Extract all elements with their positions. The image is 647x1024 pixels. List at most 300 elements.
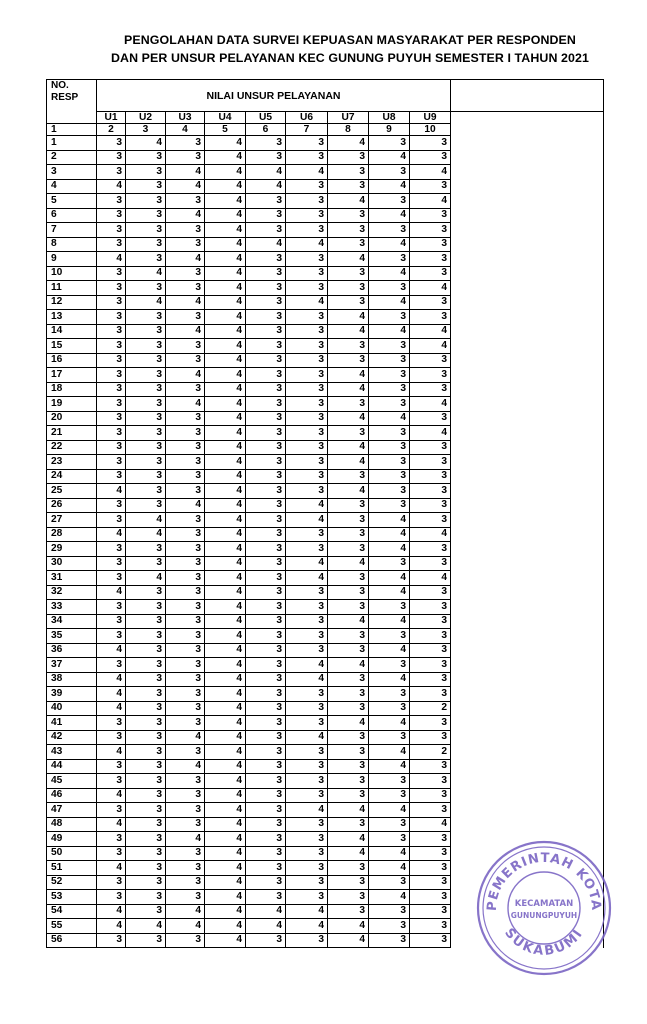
- score-cell-u9: 3: [410, 136, 451, 151]
- score-cell-u7: 4: [328, 194, 369, 209]
- score-cell-u4: 4: [205, 585, 246, 600]
- score-cell-u2: 3: [126, 817, 166, 832]
- score-cell-u3: 3: [166, 310, 205, 325]
- score-cell-u9: 3: [410, 179, 451, 194]
- score-cell-u7: 3: [328, 266, 369, 281]
- score-cell-u3: 3: [166, 629, 205, 644]
- score-cell-u7: 3: [328, 571, 369, 586]
- score-cell-u3: 4: [166, 252, 205, 267]
- header-unit-6: U6: [286, 112, 328, 124]
- score-cell-u7: 3: [328, 890, 369, 905]
- score-cell-u3: 3: [166, 469, 205, 484]
- score-cell-u5: 3: [246, 556, 286, 571]
- score-cell-u4: 4: [205, 527, 246, 542]
- score-cell-u9: 3: [410, 513, 451, 528]
- score-cell-u5: 3: [246, 150, 286, 165]
- score-cell-u6: 3: [286, 440, 328, 455]
- score-cell-u3: 4: [166, 397, 205, 412]
- score-cell-u7: 3: [328, 730, 369, 745]
- score-cell-u3: 3: [166, 571, 205, 586]
- score-cell-u5: 3: [246, 295, 286, 310]
- extra-column-cell: [451, 310, 604, 325]
- score-cell-u2: 4: [126, 527, 166, 542]
- score-cell-u6: 3: [286, 687, 328, 702]
- respondent-number: 51: [47, 861, 97, 876]
- score-cell-u2: 3: [126, 194, 166, 209]
- score-cell-u5: 3: [246, 440, 286, 455]
- header-unit-8: U8: [369, 112, 410, 124]
- score-cell-u3: 3: [166, 643, 205, 658]
- score-cell-u5: 3: [246, 658, 286, 673]
- table-row: [47, 469, 604, 484]
- score-cell-u1: 3: [97, 759, 126, 774]
- score-cell-u3: 3: [166, 933, 205, 948]
- score-cell-u5: 3: [246, 339, 286, 354]
- respondent-number: 32: [47, 585, 97, 600]
- score-cell-u2: 3: [126, 890, 166, 905]
- score-cell-u6: 3: [286, 339, 328, 354]
- score-cell-u9: 3: [410, 672, 451, 687]
- header-blank-cell: [451, 80, 604, 112]
- score-cell-u6: 4: [286, 919, 328, 934]
- score-cell-u9: 3: [410, 774, 451, 789]
- score-cell-u3: 3: [166, 774, 205, 789]
- table-row: [47, 266, 604, 281]
- score-cell-u9: 3: [410, 498, 451, 513]
- score-cell-u2: 3: [126, 310, 166, 325]
- score-cell-u2: 3: [126, 339, 166, 354]
- score-cell-u7: 4: [328, 846, 369, 861]
- score-cell-u3: 3: [166, 817, 205, 832]
- score-cell-u2: 3: [126, 150, 166, 165]
- score-cell-u1: 3: [97, 237, 126, 252]
- header-col-number: 2: [97, 124, 126, 136]
- score-cell-u4: 4: [205, 614, 246, 629]
- score-cell-u2: 3: [126, 353, 166, 368]
- score-cell-u5: 3: [246, 252, 286, 267]
- header-col-number: 3: [126, 124, 166, 136]
- header-unit-2: U2: [126, 112, 166, 124]
- score-cell-u7: 4: [328, 933, 369, 948]
- score-cell-u6: 3: [286, 223, 328, 238]
- score-cell-u4: 4: [205, 324, 246, 339]
- score-cell-u4: 4: [205, 498, 246, 513]
- respondent-number: 47: [47, 803, 97, 818]
- score-cell-u6: 3: [286, 469, 328, 484]
- score-cell-u2: 4: [126, 266, 166, 281]
- score-cell-u7: 3: [328, 875, 369, 890]
- score-cell-u8: 4: [369, 716, 410, 731]
- score-cell-u7: 3: [328, 585, 369, 600]
- score-cell-u8: 3: [369, 701, 410, 716]
- score-cell-u3: 3: [166, 484, 205, 499]
- score-cell-u4: 4: [205, 788, 246, 803]
- score-cell-u5: 4: [246, 904, 286, 919]
- score-cell-u7: 3: [328, 600, 369, 615]
- score-cell-u4: 4: [205, 832, 246, 847]
- table-row: [47, 571, 604, 586]
- score-cell-u4: 4: [205, 629, 246, 644]
- score-cell-u2: 3: [126, 382, 166, 397]
- score-cell-u7: 3: [328, 774, 369, 789]
- score-cell-u2: 3: [126, 600, 166, 615]
- table-row: [47, 339, 604, 354]
- score-cell-u2: 3: [126, 397, 166, 412]
- score-cell-u6: 4: [286, 658, 328, 673]
- score-cell-u9: 3: [410, 556, 451, 571]
- respondent-number: 12: [47, 295, 97, 310]
- score-cell-u6: 4: [286, 730, 328, 745]
- score-cell-u1: 4: [97, 527, 126, 542]
- score-cell-u7: 3: [328, 150, 369, 165]
- score-cell-u9: 3: [410, 310, 451, 325]
- score-cell-u9: 2: [410, 745, 451, 760]
- score-cell-u4: 4: [205, 237, 246, 252]
- stamp-bottom-text: SUKABUMI: [501, 925, 587, 959]
- table-row: [47, 353, 604, 368]
- score-cell-u5: 3: [246, 513, 286, 528]
- table-row: [47, 324, 604, 339]
- extra-column-cell: [451, 484, 604, 499]
- table-row: [47, 585, 604, 600]
- score-cell-u6: 4: [286, 237, 328, 252]
- score-cell-u5: 3: [246, 803, 286, 818]
- score-cell-u1: 3: [97, 194, 126, 209]
- respondent-number: 35: [47, 629, 97, 644]
- respondent-number: 43: [47, 745, 97, 760]
- score-cell-u7: 4: [328, 382, 369, 397]
- score-cell-u6: 4: [286, 498, 328, 513]
- score-cell-u2: 4: [126, 919, 166, 934]
- score-cell-u4: 4: [205, 701, 246, 716]
- respondent-number: 18: [47, 382, 97, 397]
- respondent-number: 10: [47, 266, 97, 281]
- score-cell-u6: 3: [286, 382, 328, 397]
- table-row: [47, 788, 604, 803]
- score-cell-u1: 3: [97, 310, 126, 325]
- score-cell-u8: 4: [369, 324, 410, 339]
- score-cell-u4: 4: [205, 295, 246, 310]
- score-cell-u6: 3: [286, 150, 328, 165]
- extra-column-cell: [451, 658, 604, 673]
- extra-column-cell: [451, 469, 604, 484]
- score-cell-u5: 3: [246, 745, 286, 760]
- score-cell-u2: 3: [126, 614, 166, 629]
- score-cell-u5: 3: [246, 585, 286, 600]
- score-cell-u6: 3: [286, 861, 328, 876]
- score-cell-u1: 3: [97, 774, 126, 789]
- score-cell-u4: 4: [205, 730, 246, 745]
- score-cell-u7: 4: [328, 832, 369, 847]
- score-cell-u5: 4: [246, 237, 286, 252]
- stamp-center-line2: GUNUNGPUYUH: [510, 911, 578, 920]
- score-cell-u8: 4: [369, 803, 410, 818]
- respondent-number: 19: [47, 397, 97, 412]
- respondent-number: 39: [47, 687, 97, 702]
- score-cell-u8: 4: [369, 614, 410, 629]
- score-cell-u2: 3: [126, 904, 166, 919]
- extra-column-cell: [451, 397, 604, 412]
- extra-column-cell: [451, 165, 604, 180]
- score-cell-u9: 3: [410, 600, 451, 615]
- score-cell-u6: 3: [286, 136, 328, 151]
- score-cell-u3: 3: [166, 411, 205, 426]
- score-cell-u8: 3: [369, 310, 410, 325]
- score-cell-u7: 3: [328, 527, 369, 542]
- score-cell-u6: 3: [286, 281, 328, 296]
- extra-column-cell: [451, 382, 604, 397]
- extra-column-cell: [451, 745, 604, 760]
- respondent-number: 54: [47, 904, 97, 919]
- score-cell-u4: 4: [205, 774, 246, 789]
- score-cell-u6: 3: [286, 310, 328, 325]
- score-cell-u3: 3: [166, 136, 205, 151]
- header-col-number: 8: [328, 124, 369, 136]
- score-cell-u3: 3: [166, 513, 205, 528]
- table-row: [47, 803, 604, 818]
- score-cell-u3: 3: [166, 614, 205, 629]
- score-cell-u8: 4: [369, 643, 410, 658]
- score-cell-u9: 3: [410, 629, 451, 644]
- score-cell-u6: 3: [286, 846, 328, 861]
- score-cell-u6: 3: [286, 484, 328, 499]
- extra-column-cell: [451, 498, 604, 513]
- score-cell-u6: 3: [286, 759, 328, 774]
- score-cell-u1: 3: [97, 324, 126, 339]
- score-cell-u2: 3: [126, 658, 166, 673]
- score-cell-u1: 4: [97, 861, 126, 876]
- score-cell-u8: 3: [369, 339, 410, 354]
- score-cell-u9: 3: [410, 658, 451, 673]
- score-cell-u1: 3: [97, 542, 126, 557]
- document-title-line1: PENGOLAHAN DATA SURVEI KEPUASAN MASYARAKAT PER RESPONDEN: [124, 33, 576, 47]
- score-cell-u1: 4: [97, 817, 126, 832]
- table-row: [47, 730, 604, 745]
- respondent-number: 11: [47, 281, 97, 296]
- score-cell-u5: 3: [246, 716, 286, 731]
- table-row: [47, 643, 604, 658]
- score-cell-u6: 3: [286, 745, 328, 760]
- extra-column-cell: [451, 324, 604, 339]
- score-cell-u4: 4: [205, 571, 246, 586]
- score-cell-u9: 3: [410, 150, 451, 165]
- score-cell-u8: 3: [369, 440, 410, 455]
- score-cell-u1: 4: [97, 585, 126, 600]
- score-cell-u2: 3: [126, 179, 166, 194]
- score-cell-u1: 3: [97, 716, 126, 731]
- score-cell-u2: 3: [126, 861, 166, 876]
- score-cell-u4: 4: [205, 484, 246, 499]
- score-cell-u2: 3: [126, 411, 166, 426]
- score-cell-u2: 3: [126, 237, 166, 252]
- score-cell-u9: 4: [410, 817, 451, 832]
- header-no-label: NO.: [51, 80, 69, 91]
- score-cell-u3: 3: [166, 237, 205, 252]
- respondent-number: 44: [47, 759, 97, 774]
- score-cell-u8: 4: [369, 846, 410, 861]
- score-cell-u7: 4: [328, 368, 369, 383]
- score-cell-u8: 3: [369, 397, 410, 412]
- score-cell-u5: 3: [246, 890, 286, 905]
- respondent-number: 38: [47, 672, 97, 687]
- extra-column-cell: [451, 788, 604, 803]
- score-cell-u2: 3: [126, 252, 166, 267]
- score-cell-u7: 3: [328, 295, 369, 310]
- score-cell-u7: 3: [328, 745, 369, 760]
- extra-column-cell: [451, 426, 604, 441]
- official-stamp: [474, 838, 614, 978]
- score-cell-u9: 4: [410, 527, 451, 542]
- score-cell-u2: 3: [126, 774, 166, 789]
- extra-column-cell: [451, 223, 604, 238]
- score-cell-u2: 4: [126, 136, 166, 151]
- score-cell-u3: 3: [166, 382, 205, 397]
- score-cell-u5: 3: [246, 643, 286, 658]
- respondent-number: 36: [47, 643, 97, 658]
- extra-column-cell: [451, 266, 604, 281]
- score-cell-u7: 3: [328, 353, 369, 368]
- score-cell-u2: 3: [126, 440, 166, 455]
- table-row: [47, 716, 604, 731]
- score-cell-u3: 4: [166, 324, 205, 339]
- header-nilai-unsur: NILAI UNSUR PELAYANAN: [97, 80, 451, 112]
- score-cell-u6: 3: [286, 324, 328, 339]
- score-cell-u6: 3: [286, 933, 328, 948]
- score-cell-u7: 4: [328, 803, 369, 818]
- score-cell-u7: 3: [328, 426, 369, 441]
- score-cell-u8: 4: [369, 759, 410, 774]
- score-cell-u6: 4: [286, 165, 328, 180]
- score-cell-u1: 3: [97, 397, 126, 412]
- stamp-center-line1: KECAMATAN: [514, 899, 574, 909]
- score-cell-u7: 4: [328, 252, 369, 267]
- score-cell-u1: 3: [97, 730, 126, 745]
- score-cell-u5: 3: [246, 455, 286, 470]
- score-cell-u8: 3: [369, 817, 410, 832]
- extra-column-cell: [451, 571, 604, 586]
- score-cell-u1: 3: [97, 266, 126, 281]
- score-cell-u1: 3: [97, 614, 126, 629]
- score-cell-u5: 3: [246, 672, 286, 687]
- extra-column-cell: [451, 803, 604, 818]
- score-cell-u5: 3: [246, 194, 286, 209]
- score-cell-u7: 3: [328, 513, 369, 528]
- score-cell-u6: 4: [286, 513, 328, 528]
- table-row: [47, 629, 604, 644]
- respondent-number: 7: [47, 223, 97, 238]
- score-cell-u8: 3: [369, 730, 410, 745]
- respondent-number: 48: [47, 817, 97, 832]
- score-cell-u6: 3: [286, 701, 328, 716]
- score-cell-u2: 3: [126, 455, 166, 470]
- score-cell-u8: 4: [369, 266, 410, 281]
- score-cell-u7: 4: [328, 440, 369, 455]
- score-cell-u8: 4: [369, 585, 410, 600]
- header-unit-9: U9: [410, 112, 451, 124]
- score-cell-u5: 3: [246, 324, 286, 339]
- score-cell-u9: 3: [410, 353, 451, 368]
- score-cell-u3: 3: [166, 658, 205, 673]
- score-cell-u9: 3: [410, 904, 451, 919]
- score-cell-u4: 4: [205, 252, 246, 267]
- score-cell-u3: 3: [166, 542, 205, 557]
- score-cell-u2: 3: [126, 846, 166, 861]
- score-cell-u6: 3: [286, 179, 328, 194]
- respondent-number: 37: [47, 658, 97, 673]
- extra-column-cell: [451, 440, 604, 455]
- score-cell-u7: 3: [328, 701, 369, 716]
- score-cell-u9: 4: [410, 165, 451, 180]
- score-cell-u9: 3: [410, 614, 451, 629]
- score-cell-u8: 3: [369, 919, 410, 934]
- extra-column-cell: [451, 368, 604, 383]
- score-cell-u5: 3: [246, 788, 286, 803]
- extra-column-cell: [451, 513, 604, 528]
- score-cell-u2: 3: [126, 585, 166, 600]
- score-cell-u3: 4: [166, 368, 205, 383]
- score-cell-u9: 3: [410, 716, 451, 731]
- header-unit-1: U1: [97, 112, 126, 124]
- score-cell-u4: 4: [205, 368, 246, 383]
- table-row: [47, 411, 604, 426]
- score-cell-u9: 4: [410, 194, 451, 209]
- respondent-number: 21: [47, 426, 97, 441]
- score-cell-u2: 3: [126, 223, 166, 238]
- respondent-number: 15: [47, 339, 97, 354]
- score-cell-u1: 3: [97, 629, 126, 644]
- score-cell-u8: 3: [369, 252, 410, 267]
- score-cell-u9: 3: [410, 266, 451, 281]
- score-cell-u7: 3: [328, 223, 369, 238]
- score-cell-u9: 3: [410, 890, 451, 905]
- extra-column-cell: [451, 339, 604, 354]
- respondent-number: 42: [47, 730, 97, 745]
- table-row: [47, 310, 604, 325]
- score-cell-u3: 4: [166, 904, 205, 919]
- table-row: [47, 600, 604, 615]
- score-cell-u6: 3: [286, 875, 328, 890]
- score-cell-u9: 3: [410, 585, 451, 600]
- score-cell-u7: 4: [328, 310, 369, 325]
- score-cell-u1: 3: [97, 281, 126, 296]
- score-cell-u9: 3: [410, 455, 451, 470]
- score-cell-u8: 4: [369, 208, 410, 223]
- score-cell-u4: 4: [205, 165, 246, 180]
- respondent-number: 50: [47, 846, 97, 861]
- score-cell-u7: 4: [328, 455, 369, 470]
- score-cell-u5: 3: [246, 368, 286, 383]
- table-row: [47, 237, 604, 252]
- score-cell-u8: 4: [369, 179, 410, 194]
- score-cell-u8: 4: [369, 861, 410, 876]
- score-cell-u8: 3: [369, 194, 410, 209]
- score-cell-u3: 3: [166, 426, 205, 441]
- score-cell-u4: 4: [205, 397, 246, 412]
- header-unit-7: U7: [328, 112, 369, 124]
- score-cell-u7: 3: [328, 904, 369, 919]
- score-cell-u4: 4: [205, 223, 246, 238]
- score-cell-u9: 4: [410, 324, 451, 339]
- score-cell-u1: 3: [97, 803, 126, 818]
- extra-column-cell: [451, 701, 604, 716]
- score-cell-u7: 3: [328, 397, 369, 412]
- score-cell-u6: 3: [286, 411, 328, 426]
- score-cell-u2: 3: [126, 368, 166, 383]
- score-cell-u2: 3: [126, 643, 166, 658]
- score-cell-u3: 3: [166, 861, 205, 876]
- score-cell-u9: 4: [410, 397, 451, 412]
- score-cell-u6: 3: [286, 585, 328, 600]
